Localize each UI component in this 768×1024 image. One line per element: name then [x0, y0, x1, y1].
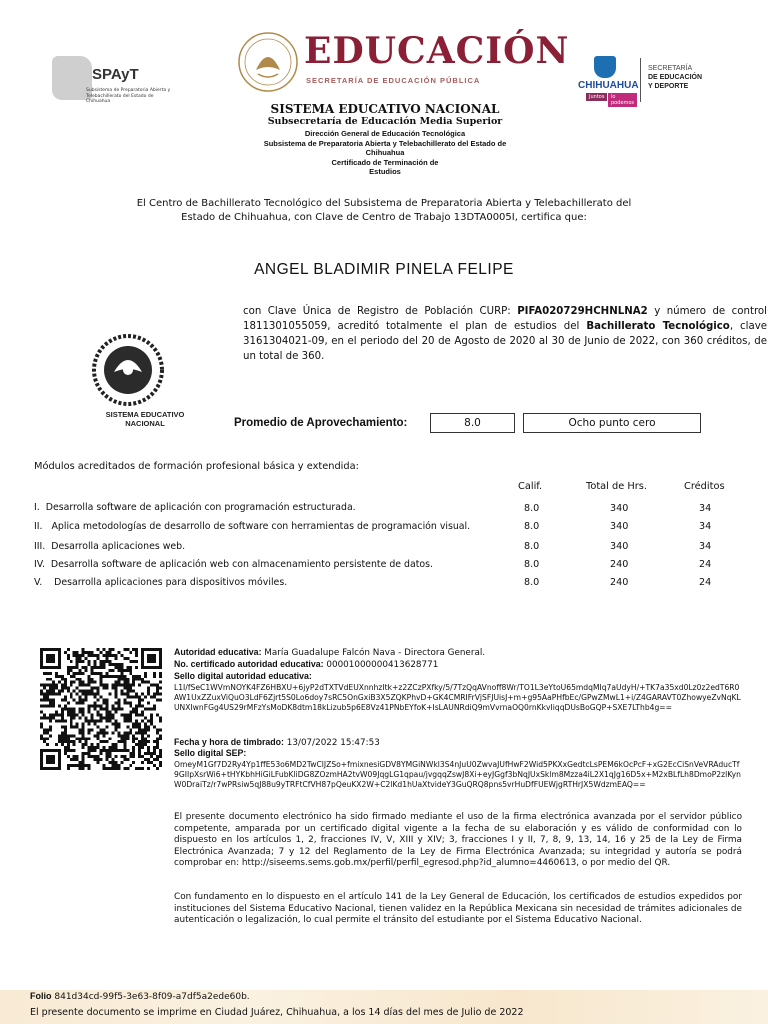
folio-line: [30, 991, 250, 1002]
certificado-title: Certificado de Terminación de Estudios: [331, 157, 439, 176]
intro-paragraph: El Centro de Bachillerato Tecnológico del Subsistema de Preparatoria Abierta y Telebachillerato del Estado de Chihuahua, con Clave de Centro de Trabajo 13DTA0005I, certifica que:: [136, 198, 632, 223]
sello-aut-label: Sello digital autoridad educativa:: [174, 671, 312, 681]
legal-paragraph-2: Con fundamento en lo dispuesto en el artículo 141 de la Ley General de Educación, los certificados de estudios expedidos por instituciones del Sistema Educativo Nacional, tienen validez en la República Mexicana sin necesidad de trámites adicionales de autenticación o legalización, lo cual permite el tránsito del estudiante por el Sistema Educativo Nacional.: [174, 892, 742, 925]
column-credits: Créditos: [684, 481, 725, 492]
module-calif: 8.0: [524, 521, 540, 532]
sello-sep-hash: OmeyM1Gf7D2Ry4Yp1ffE53o6MD2TwClJZSo+fmixnesiGDV8YMGiNWkl3S4nJuU0ZwvaJUfHwF2Wid5PKXxGedtcLsPEM6kOcPcF+xG2EcCiSnVeVRAducTf9GIIpXsrWi6+tHYKbhHiGiLFubKliDG8ZOzmHA2tvW09JqgLG1qpau/jvgqqZswJ8Xi+eyJGgf3bNqJUxSklm8Mzza4iL2X1qJg16D5x+M2xBLfLh8DmoP2zlKynW0DraiTz/r7wPRsiw5qJ88u9yTRFtCfVH87pQeuKX2W+C2lKd1hUaXtvideY3GuQRQ8pns5vrHuDfFUEWjgRTHrJX5WdzmEAQ==: [174, 760, 741, 789]
sello-autoridad-hash: L1I/fSeC1WVmNOYK4FZ6HBXU+6jyP2dTXTVdEUXnnhzItk+z2ZCzPXfky/5/7TzQqAVnoff8Wr/TO1L3eYtoU65mdqMIq7aUdyH/+TK7a35xd0Lz0z2edT6R0AW1UxZZuxViQuO3LdF6Zjrt5S0Lo6doy7sRC5OnGxiB3X5ZQKPhvD+GK4CMRIFrVjSFJUisJ+m+g95AaPHfbEc/GPwZMwL1+i/Z4GARAVT0ZhowyeZvNqKLUNXIwnFGg4US29rMFzYsMoDK8dtm18kLizub5p6E8Vz41PNbEYfoK+IsLAUNRdiQ9mVvrnaOQ0rnKkvIiqqDUsBoGQP+SXE7LThb4g==: [174, 683, 741, 712]
chihuahua-tag-podemos: lo podemos: [608, 93, 637, 107]
secretaria-line1: SECRETARÍA: [648, 65, 693, 72]
direccion-title: Dirección General de Educación Tecnológica: [304, 129, 466, 138]
module-calif: 8.0: [524, 559, 540, 570]
mexico-seal-icon: [238, 30, 298, 94]
sello-aut-line: [174, 671, 312, 682]
promedio-label: Promedio de Aprovechamiento:: [234, 417, 408, 429]
spayt-logo: [52, 56, 172, 106]
module-row: [34, 559, 433, 570]
column-calif: Calif.: [518, 481, 543, 492]
student-name: ANGEL BLADIMIR PINELA FELIPE: [254, 261, 514, 278]
module-credits: 34: [699, 541, 712, 552]
module-hours: 240: [610, 577, 629, 588]
subsecretaria-title: Subsecretaría de Educación Media Superior: [267, 116, 503, 127]
module-credits: 34: [699, 521, 712, 532]
module-row: [34, 577, 287, 588]
legal-paragraph-1: El presente documento electrónico ha sido firmado mediante el uso de la firma electrónica avanzada por el servidor público competente, amparada por un certificado digital vigente a la fecha de su elaboración y es válido de conformidad con lo dispuesto en los artículos 1, 2, fracciones IV, V, XIII y XIV; 3, fracciones I y II, 7, 8, 9, 13, 14, 16 y 25 de la Ley de Firma Electrónica Avanzada; 7 y 12 del Reglamento de la Ley de Firma Electrónica Avanzada; su integridad y autoría se podrá comprobar en: http://siseems.sems.gob.mx/perfil/perfil_egresod.php?id_alumno=4460613, o por medio del QR.: [174, 812, 742, 868]
qr-code-icon[interactable]: [40, 648, 162, 770]
module-name: Desarrolla aplicaciones web.: [51, 541, 186, 552]
module-row: [34, 521, 470, 532]
no-cert-line: [174, 659, 438, 670]
sello-sep-label: Sello digital SEP:: [174, 748, 247, 758]
module-credits: 34: [699, 503, 712, 514]
fecha-value: 13/07/2022 15:47:53: [283, 738, 380, 748]
subsistema-title: Subsistema de Preparatoria Abierta y Telebachillerato del Estado de Chihuahua: [263, 138, 507, 157]
promedio-value: 8.0: [430, 413, 515, 433]
educacion-wordmark: EDUCACIÓN: [304, 30, 570, 72]
secretaria-line2: [648, 73, 702, 82]
spayt-subtitle: Subsistema de Preparatoria Abierta y Telebachillerato del Estado de Chihuahua: [86, 88, 171, 104]
module-credits: 24: [699, 577, 712, 588]
module-calif: 8.0: [524, 503, 540, 514]
module-calif: 8.0: [524, 541, 540, 552]
folio-value: 841d34cd-99f5-3e63-8f09-a7df5a2ede60b.: [51, 992, 250, 1002]
module-name: Desarrolla software de aplicación web con almacenamiento persistente de datos.: [50, 559, 433, 570]
program-name: Bachillerato Tecnológico: [586, 321, 730, 332]
no-cert-label: No. certificado autoridad educativa:: [174, 659, 324, 669]
folio-label: Folio: [30, 991, 52, 1001]
chihuahua-wordmark: CHIHUAHUA: [578, 80, 639, 91]
system-title: SISTEMA EDUCATIVO NACIONAL: [270, 102, 500, 116]
body-text-2: y número de control 1811301055059, acreditó totalmente el plan de estudios del: [243, 306, 767, 332]
module-hours: 340: [610, 521, 629, 532]
no-cert-value: 00001000000413628771: [323, 660, 439, 670]
header-divider: [640, 58, 641, 102]
footer-text: El presente documento se imprime en Ciudad Juárez, Chihuahua, a los 14 días del mes de Julio de 2022: [30, 1007, 524, 1018]
module-name: Desarrolla software de aplicación con programación estructurada.: [45, 502, 356, 513]
module-hours: 340: [610, 503, 629, 514]
module-hours: 240: [610, 559, 629, 570]
autoridad-label: Autoridad educativa:: [174, 647, 262, 657]
body-text-3: , clave 3161304021-09, en el periodo del 20 de Agosto de 2020 al 30 de Junio de 2022, con 360 créditos, de un total de 360.: [243, 321, 767, 362]
column-hours: Total de Hrs.: [586, 481, 647, 492]
promedio-text: Ocho punto cero: [523, 413, 701, 433]
module-num: V.: [34, 577, 43, 588]
certificate-body: [243, 304, 767, 364]
module-calif: 8.0: [524, 577, 540, 588]
autoridad-value: María Guadalupe Falcón Nava - Directora General.: [261, 648, 486, 658]
spayt-wordmark: SPAyT: [92, 66, 139, 83]
sello-sep-line: [174, 748, 246, 759]
chihuahua-tag-juntos: Juntos: [586, 93, 607, 101]
fecha-line: [174, 737, 380, 748]
seal-caption: SISTEMA EDUCATIVO NACIONAL: [105, 410, 185, 428]
body-text-1: con Clave Única de Registro de Población CURP:: [243, 306, 518, 317]
module-num: III.: [34, 541, 46, 552]
module-hours: 340: [610, 541, 629, 552]
sep-subtitle: SECRETARÍA DE EDUCACIÓN PÚBLICA: [306, 76, 481, 85]
secretaria-line3-text: Y DEPORTE: [648, 83, 689, 90]
curp-value: PIFA020729HCHNLNA2: [517, 306, 648, 317]
direction-block: [180, 129, 590, 177]
module-num: IV.: [34, 559, 45, 570]
secretaria-line3: [648, 82, 702, 91]
module-num: I.: [34, 502, 40, 513]
chihuahua-logo: [578, 56, 639, 106]
secretaria-educacion-deporte: [648, 64, 702, 91]
module-credits: 24: [699, 559, 712, 570]
module-row: [34, 502, 356, 513]
module-num: II.: [34, 521, 43, 532]
module-name: Aplica metodologías de desarrollo de software con herramientas de programación visual.: [51, 521, 471, 532]
module-name: Desarrolla aplicaciones para dispositivos móviles.: [54, 577, 288, 588]
fecha-label: Fecha y hora de timbrado:: [174, 737, 284, 747]
secretaria-line2-text: DE EDUCACIÓN: [648, 74, 703, 81]
chihuahua-shield-icon: [594, 56, 616, 78]
autoridad-line: [174, 647, 485, 658]
module-row: [34, 541, 185, 552]
modules-title: Módulos acreditados de formación profesional básica y extendida:: [34, 461, 359, 472]
